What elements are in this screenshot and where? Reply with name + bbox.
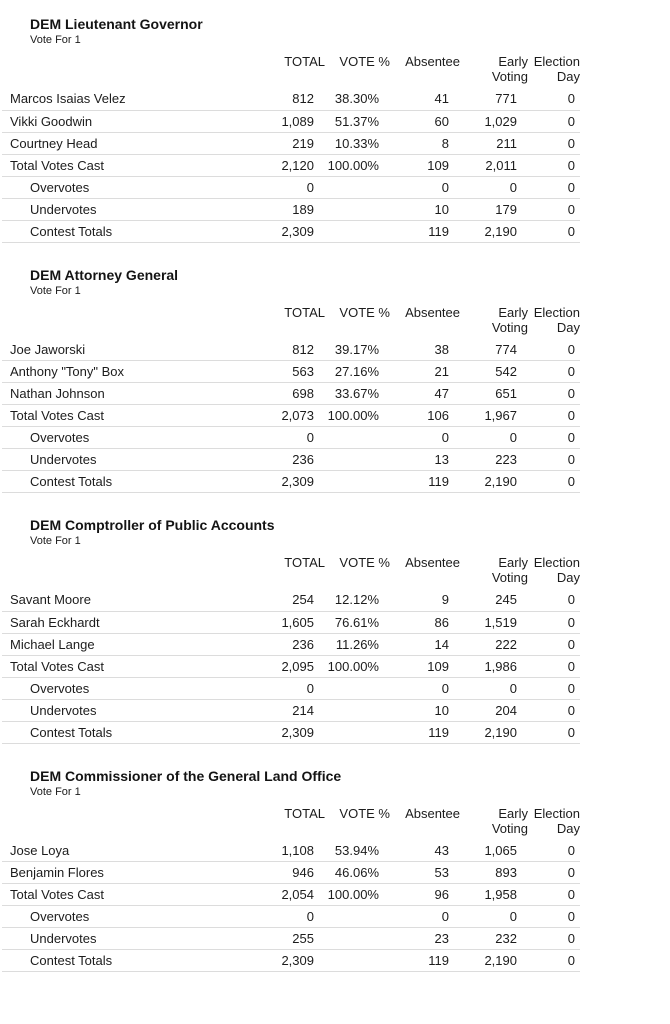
absentee-value: 119	[390, 950, 460, 972]
election-day-value: 0	[528, 132, 580, 154]
early-voting-header-line2: Voting	[491, 820, 528, 836]
row-label: Courtney Head	[2, 132, 245, 154]
row-label: Contest Totals	[2, 950, 245, 972]
row-label: Total Votes Cast	[2, 405, 245, 427]
absentee-value: 109	[390, 655, 460, 677]
election-day-header-line2: Day	[556, 69, 580, 84]
election-day-value: 0	[528, 633, 580, 655]
result-row	[2, 699, 580, 721]
early-voting-value: 0	[460, 906, 528, 928]
absentee-value: 0	[390, 427, 460, 449]
table-header-row	[2, 555, 580, 589]
table-header-row	[2, 54, 580, 88]
vote-pct-value	[325, 950, 390, 972]
election-day-column-header	[528, 555, 580, 589]
table-header-row	[2, 806, 580, 840]
election-day-value: 0	[528, 176, 580, 198]
row-label: Vikki Goodwin	[2, 110, 245, 132]
contest-section	[0, 16, 670, 243]
vote-pct-value	[325, 677, 390, 699]
election-day-value: 0	[528, 339, 580, 361]
absentee-value: 13	[390, 449, 460, 471]
vote-pct-value	[325, 198, 390, 220]
result-row	[2, 721, 580, 743]
result-row	[2, 928, 580, 950]
result-row	[2, 154, 580, 176]
election-day-value: 0	[528, 471, 580, 493]
total-value: 2,309	[245, 220, 325, 242]
election-day-header-line1: Election	[533, 304, 580, 320]
election-day-value: 0	[528, 110, 580, 132]
vote-for-label: Vote For 1	[30, 535, 81, 547]
vote-pct-value	[325, 721, 390, 743]
absentee-value: 43	[390, 840, 460, 862]
vote-pct-value: 27.16%	[325, 361, 390, 383]
vote-pct-value: 100.00%	[325, 154, 390, 176]
absentee-value: 106	[390, 405, 460, 427]
result-row	[2, 449, 580, 471]
contest-title: DEM Commissioner of the General Land Office	[30, 767, 342, 784]
total-value: 2,309	[245, 950, 325, 972]
election-day-value: 0	[528, 589, 580, 611]
total-column-header: TOTAL	[284, 304, 325, 320]
early-voting-column-header	[460, 54, 528, 88]
total-value: 2,073	[245, 405, 325, 427]
results-table	[2, 54, 580, 243]
early-voting-value: 232	[460, 928, 528, 950]
early-voting-header-line2: Voting	[491, 69, 528, 84]
absentee-value: 119	[390, 471, 460, 493]
early-voting-value: 0	[460, 427, 528, 449]
absentee-column-header: Absentee	[405, 54, 460, 69]
total-value: 1,108	[245, 840, 325, 862]
early-voting-value: 542	[460, 361, 528, 383]
election-day-value: 0	[528, 154, 580, 176]
early-voting-value: 651	[460, 383, 528, 405]
vote-pct-column-header: VOTE %	[339, 54, 390, 69]
early-voting-value: 245	[460, 589, 528, 611]
vote-pct-value: 100.00%	[325, 884, 390, 906]
vote-pct-value	[325, 906, 390, 928]
row-label: Overvotes	[2, 677, 245, 699]
vote-pct-value: 39.17%	[325, 339, 390, 361]
absentee-value: 9	[390, 589, 460, 611]
results-table	[2, 806, 580, 973]
row-label: Marcos Isaias Velez	[2, 88, 245, 110]
contest-title: DEM Attorney General	[30, 266, 179, 283]
total-value: 255	[245, 928, 325, 950]
early-voting-value: 1,986	[460, 655, 528, 677]
absentee-value: 10	[390, 198, 460, 220]
result-row	[2, 198, 580, 220]
early-voting-value: 893	[460, 862, 528, 884]
early-voting-value: 774	[460, 339, 528, 361]
absentee-column-header: Absentee	[405, 304, 460, 320]
election-day-value: 0	[528, 361, 580, 383]
total-value: 2,309	[245, 471, 325, 493]
row-label: Contest Totals	[2, 721, 245, 743]
absentee-value: 53	[390, 862, 460, 884]
vote-pct-value: 33.67%	[325, 383, 390, 405]
row-label: Overvotes	[2, 906, 245, 928]
vote-for-label: Vote For 1	[30, 284, 81, 297]
election-day-header-line1: Election	[533, 805, 580, 821]
row-label: Michael Lange	[2, 633, 245, 655]
vote-pct-value: 51.37%	[325, 110, 390, 132]
total-value: 0	[245, 427, 325, 449]
vote-pct-value: 38.30%	[325, 88, 390, 110]
absentee-value: 8	[390, 132, 460, 154]
total-value: 0	[245, 176, 325, 198]
row-label: Joe Jaworski	[2, 339, 245, 361]
vote-pct-column-header: VOTE %	[339, 555, 390, 570]
early-voting-column-header	[460, 555, 528, 589]
election-day-value: 0	[528, 655, 580, 677]
result-row	[2, 383, 580, 405]
absentee-value: 96	[390, 884, 460, 906]
early-voting-value: 1,958	[460, 884, 528, 906]
absentee-value: 86	[390, 611, 460, 633]
total-value: 812	[245, 339, 325, 361]
election-day-value: 0	[528, 611, 580, 633]
election-day-header-line1: Election	[533, 555, 580, 570]
election-day-value: 0	[528, 906, 580, 928]
vote-pct-value: 76.61%	[325, 611, 390, 633]
total-value: 1,605	[245, 611, 325, 633]
vote-pct-value	[325, 220, 390, 242]
early-voting-value: 2,190	[460, 471, 528, 493]
vote-pct-value: 12.12%	[325, 589, 390, 611]
vote-pct-value: 100.00%	[325, 655, 390, 677]
total-value: 2,309	[245, 721, 325, 743]
result-row	[2, 611, 580, 633]
early-voting-header-line2: Voting	[491, 319, 528, 335]
total-column-header: TOTAL	[284, 54, 325, 69]
election-day-header-line1: Election	[533, 54, 580, 69]
contest-title: DEM Lieutenant Governor	[30, 16, 203, 32]
total-value: 189	[245, 198, 325, 220]
absentee-value: 60	[390, 110, 460, 132]
vote-pct-value	[325, 176, 390, 198]
total-value: 812	[245, 88, 325, 110]
total-column-header: TOTAL	[284, 805, 325, 821]
early-voting-value: 211	[460, 132, 528, 154]
early-voting-value: 222	[460, 633, 528, 655]
total-value: 2,120	[245, 154, 325, 176]
result-row	[2, 361, 580, 383]
table-header-row	[2, 305, 580, 339]
results-table	[2, 555, 580, 744]
early-voting-value: 179	[460, 198, 528, 220]
row-label: Overvotes	[2, 427, 245, 449]
result-row	[2, 655, 580, 677]
election-day-value: 0	[528, 427, 580, 449]
total-value: 946	[245, 862, 325, 884]
early-voting-column-header	[460, 806, 528, 840]
row-label: Overvotes	[2, 176, 245, 198]
result-row	[2, 132, 580, 154]
absentee-value: 21	[390, 361, 460, 383]
row-label: Anthony "Tony" Box	[2, 361, 245, 383]
row-label: Sarah Eckhardt	[2, 611, 245, 633]
row-label: Total Votes Cast	[2, 655, 245, 677]
early-voting-value: 1,519	[460, 611, 528, 633]
result-row	[2, 110, 580, 132]
vote-pct-value	[325, 449, 390, 471]
early-voting-value: 223	[460, 449, 528, 471]
row-label: Benjamin Flores	[2, 862, 245, 884]
result-row	[2, 906, 580, 928]
total-value: 254	[245, 589, 325, 611]
early-voting-value: 0	[460, 176, 528, 198]
election-day-header-line2: Day	[556, 570, 580, 585]
vote-pct-value: 46.06%	[325, 862, 390, 884]
election-day-column-header	[528, 305, 580, 339]
total-value: 236	[245, 633, 325, 655]
election-day-value: 0	[528, 884, 580, 906]
absentee-value: 41	[390, 88, 460, 110]
row-label: Savant Moore	[2, 589, 245, 611]
election-day-value: 0	[528, 721, 580, 743]
early-voting-header-line1: Early	[498, 555, 528, 570]
row-label: Contest Totals	[2, 220, 245, 242]
absentee-value: 0	[390, 176, 460, 198]
result-row	[2, 88, 580, 110]
election-day-value: 0	[528, 88, 580, 110]
early-voting-value: 2,190	[460, 950, 528, 972]
contest-section	[0, 768, 670, 973]
early-voting-column-header	[460, 305, 528, 339]
candidate-column-header	[2, 54, 245, 88]
absentee-value: 47	[390, 383, 460, 405]
row-label: Total Votes Cast	[2, 884, 245, 906]
early-voting-value: 2,190	[460, 721, 528, 743]
result-row	[2, 840, 580, 862]
result-row	[2, 220, 580, 242]
early-voting-value: 204	[460, 699, 528, 721]
vote-pct-value	[325, 471, 390, 493]
absentee-value: 119	[390, 220, 460, 242]
early-voting-value: 1,967	[460, 405, 528, 427]
election-day-header-line2: Day	[556, 820, 580, 836]
vote-pct-value	[325, 928, 390, 950]
early-voting-header-line1: Early	[498, 805, 528, 821]
result-row	[2, 471, 580, 493]
candidate-column-header	[2, 806, 245, 840]
total-value: 2,054	[245, 884, 325, 906]
total-value: 236	[245, 449, 325, 471]
row-label: Undervotes	[2, 449, 245, 471]
total-value: 0	[245, 906, 325, 928]
vote-pct-column-header: VOTE %	[339, 304, 390, 320]
result-row	[2, 405, 580, 427]
row-label: Nathan Johnson	[2, 383, 245, 405]
early-voting-header-line1: Early	[498, 54, 528, 69]
candidate-column-header	[2, 305, 245, 339]
absentee-value: 0	[390, 906, 460, 928]
row-label: Undervotes	[2, 198, 245, 220]
early-voting-value: 1,065	[460, 840, 528, 862]
election-day-value: 0	[528, 950, 580, 972]
election-day-value: 0	[528, 383, 580, 405]
contest-title: DEM Comptroller of Public Accounts	[30, 517, 275, 533]
election-day-value: 0	[528, 699, 580, 721]
total-value: 219	[245, 132, 325, 154]
row-label: Contest Totals	[2, 471, 245, 493]
absentee-value: 38	[390, 339, 460, 361]
election-day-value: 0	[528, 928, 580, 950]
vote-pct-value	[325, 699, 390, 721]
row-label: Jose Loya	[2, 840, 245, 862]
results-table	[2, 305, 580, 494]
election-day-column-header	[528, 806, 580, 840]
absentee-column-header: Absentee	[405, 805, 460, 821]
total-value: 1,089	[245, 110, 325, 132]
total-value: 563	[245, 361, 325, 383]
early-voting-header-line1: Early	[498, 304, 528, 320]
vote-for-label: Vote For 1	[30, 785, 81, 798]
vote-pct-value: 53.94%	[325, 840, 390, 862]
election-day-value: 0	[528, 449, 580, 471]
total-column-header: TOTAL	[284, 555, 325, 570]
vote-for-label: Vote For 1	[30, 34, 81, 46]
row-label: Undervotes	[2, 928, 245, 950]
vote-pct-value: 10.33%	[325, 132, 390, 154]
vote-pct-value: 11.26%	[325, 633, 390, 655]
vote-pct-value	[325, 427, 390, 449]
contest-section	[0, 267, 670, 494]
early-voting-value: 771	[460, 88, 528, 110]
absentee-value: 10	[390, 699, 460, 721]
vote-pct-column-header: VOTE %	[339, 805, 390, 821]
result-row	[2, 633, 580, 655]
total-value: 698	[245, 383, 325, 405]
election-day-value: 0	[528, 862, 580, 884]
vote-pct-value: 100.00%	[325, 405, 390, 427]
election-day-header-line2: Day	[556, 319, 580, 335]
result-row	[2, 176, 580, 198]
election-day-value: 0	[528, 840, 580, 862]
result-row	[2, 427, 580, 449]
absentee-value: 23	[390, 928, 460, 950]
early-voting-value: 2,190	[460, 220, 528, 242]
early-voting-value: 2,011	[460, 154, 528, 176]
election-day-value: 0	[528, 198, 580, 220]
total-value: 214	[245, 699, 325, 721]
absentee-value: 119	[390, 721, 460, 743]
total-value: 2,095	[245, 655, 325, 677]
early-voting-header-line2: Voting	[491, 570, 528, 585]
absentee-value: 14	[390, 633, 460, 655]
row-label: Total Votes Cast	[2, 154, 245, 176]
early-voting-value: 0	[460, 677, 528, 699]
absentee-value: 0	[390, 677, 460, 699]
result-row	[2, 339, 580, 361]
candidate-column-header	[2, 555, 245, 589]
total-value: 0	[245, 677, 325, 699]
election-day-value: 0	[528, 677, 580, 699]
result-row	[2, 589, 580, 611]
result-row	[2, 884, 580, 906]
absentee-value: 109	[390, 154, 460, 176]
result-row	[2, 677, 580, 699]
row-label: Undervotes	[2, 699, 245, 721]
absentee-column-header: Absentee	[405, 555, 460, 570]
result-row	[2, 862, 580, 884]
early-voting-value: 1,029	[460, 110, 528, 132]
election-day-value: 0	[528, 405, 580, 427]
election-day-value: 0	[528, 220, 580, 242]
election-day-column-header	[528, 54, 580, 88]
contest-section	[0, 517, 670, 744]
result-row	[2, 950, 580, 972]
